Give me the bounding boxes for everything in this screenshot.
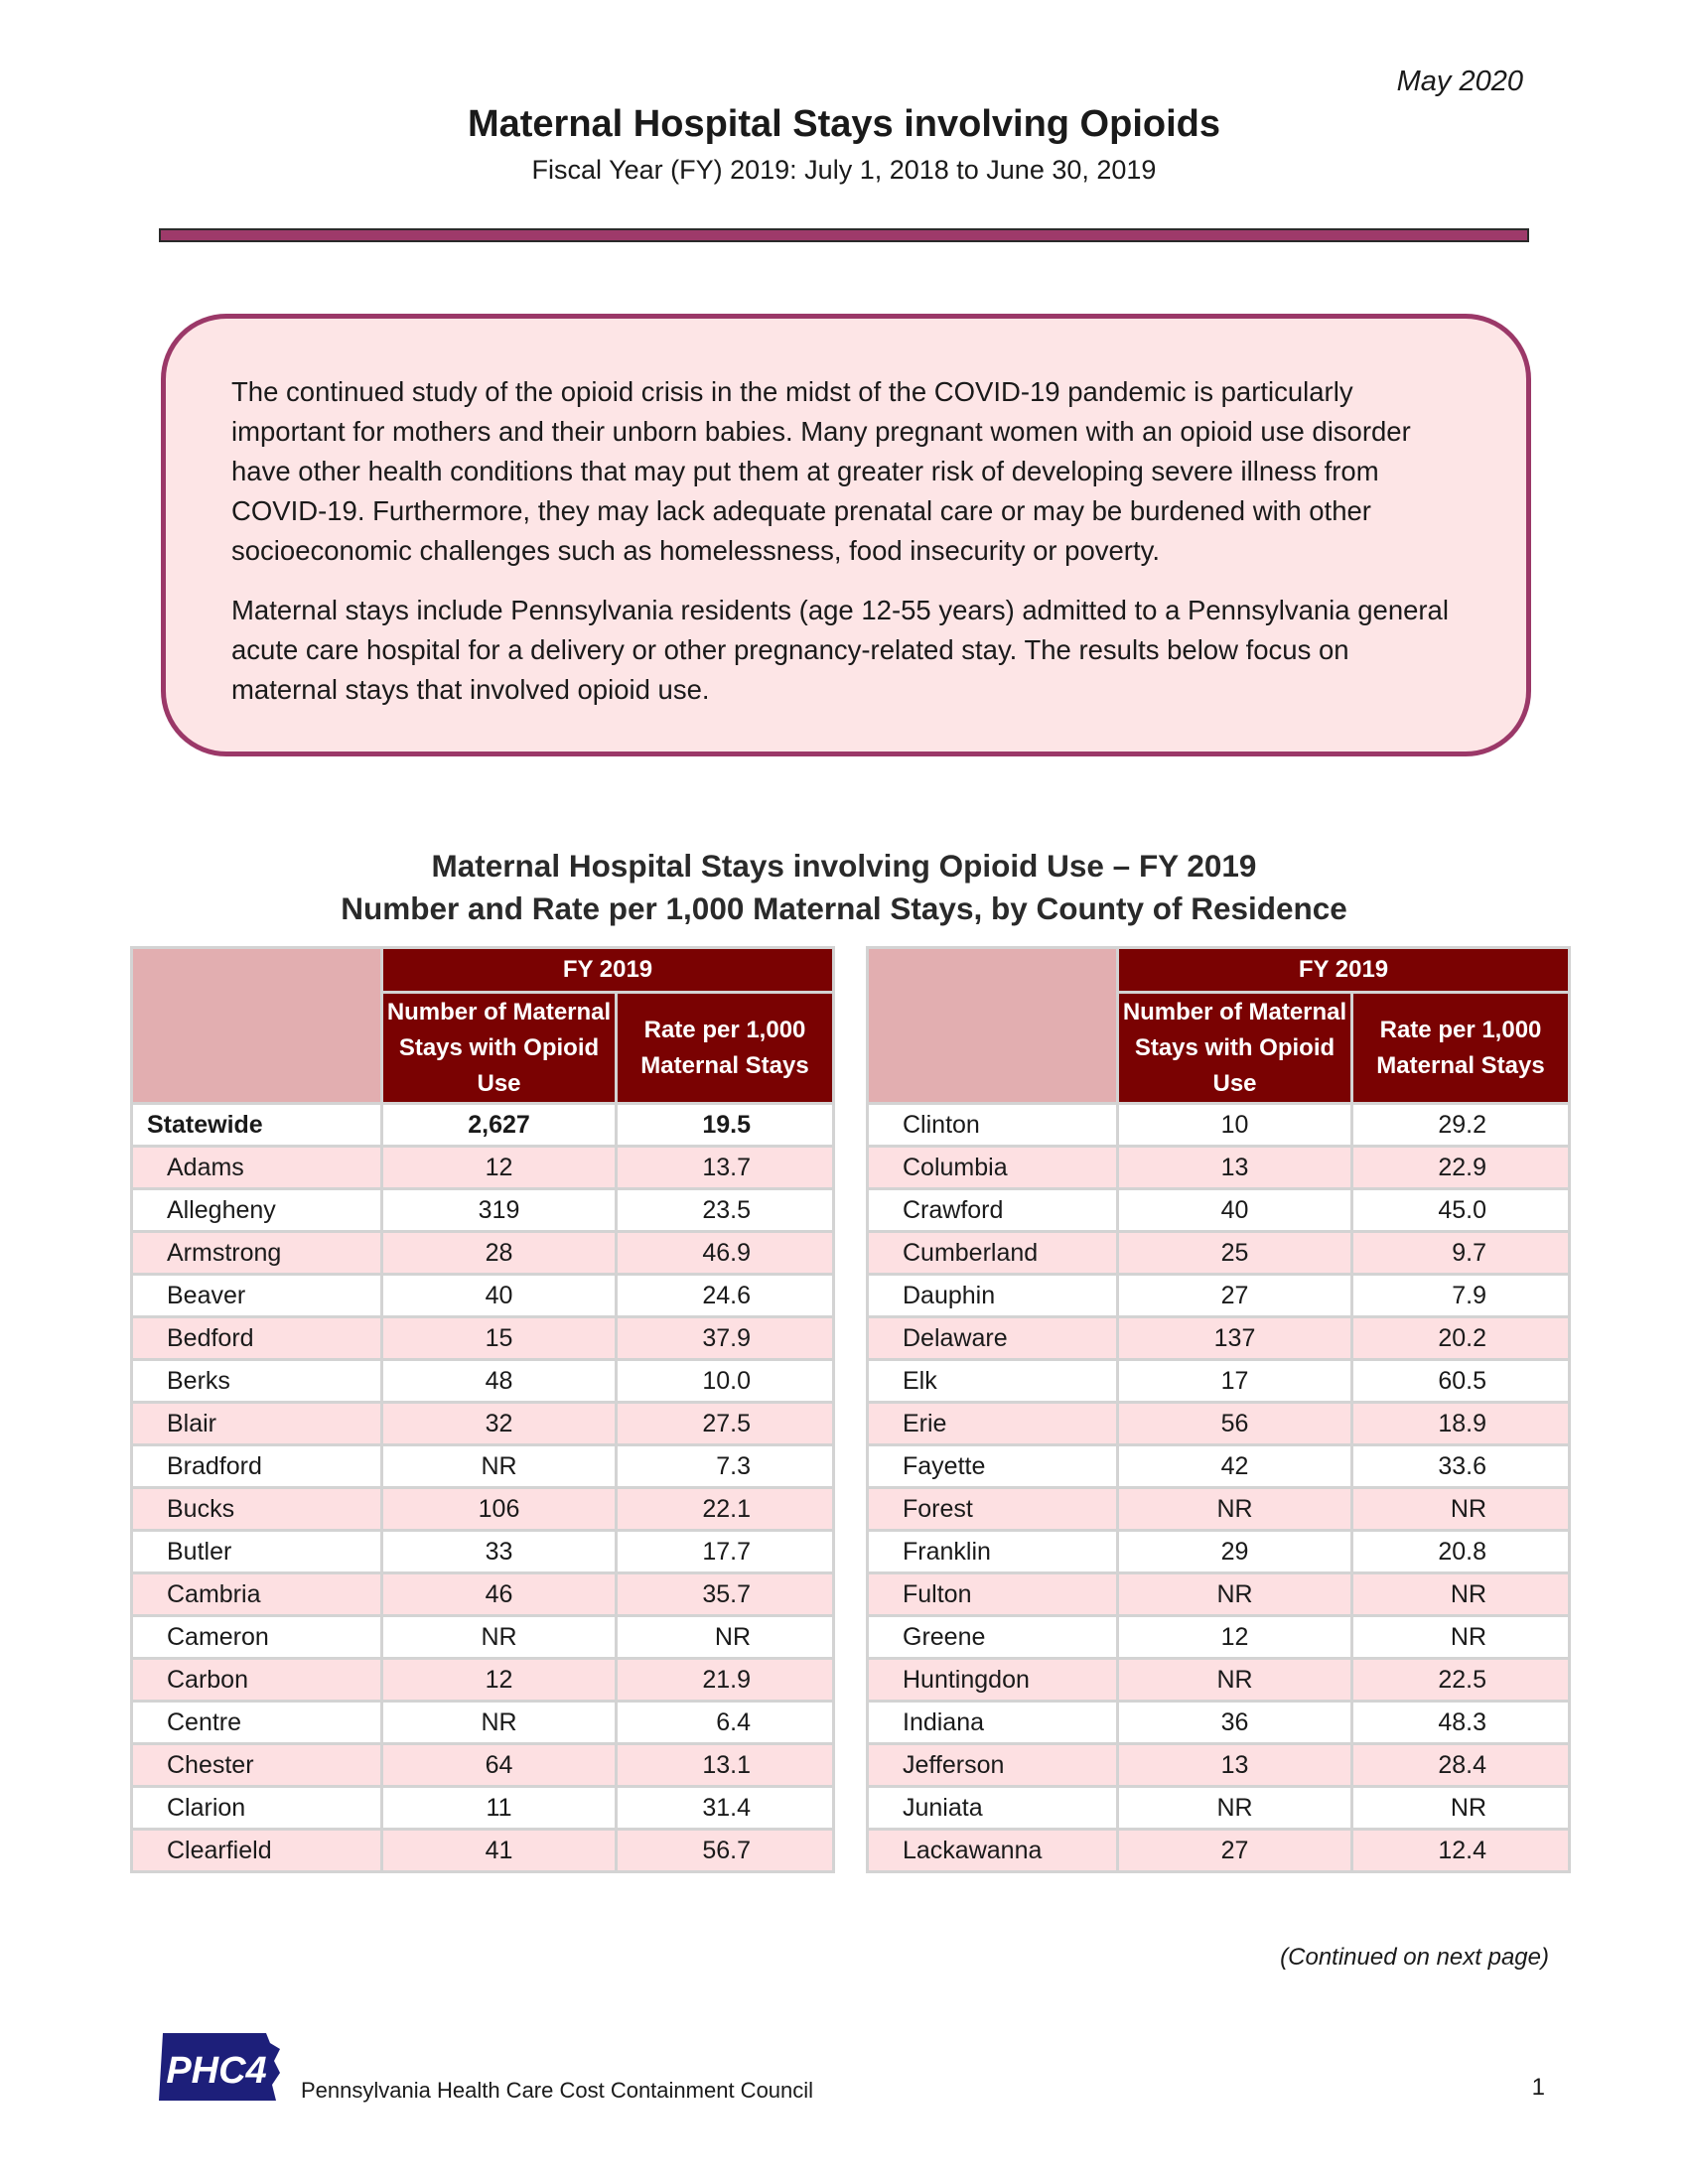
rate-cell: 48.3 (1352, 1702, 1570, 1744)
rate-cell: 60.5 (1352, 1360, 1570, 1403)
rate-cell: 37.9 (617, 1317, 834, 1360)
table-row (868, 1147, 1570, 1189)
county-cell: Adams (132, 1147, 382, 1189)
number-cell: 137 (1118, 1317, 1352, 1360)
table-row (132, 1744, 834, 1787)
number-cell: 319 (382, 1189, 617, 1232)
table-row (132, 1403, 834, 1445)
intro-callout (161, 314, 1531, 756)
intro-paragraph-1: The continued study of the opioid crisis in the midst of the COVID-19 pandemic is particularly important for mothers and their unborn babies. Many pregnant women with an opioid use disorder have other health conditions that may put them at greater risk of developing severe illness from COVID-19. Furthermore, they may lack adequate prenatal care or may be burdened with other socioeconomic challenges such as homelessness, food insecurity or poverty. (231, 376, 1411, 566)
rate-cell: 13.7 (617, 1147, 834, 1189)
table-body (868, 1104, 1570, 1872)
number-cell: 15 (382, 1317, 617, 1360)
fy-header: FY 2019 (382, 948, 834, 993)
county-cell: Erie (868, 1403, 1118, 1445)
table-row (868, 1360, 1570, 1403)
table-row (132, 1488, 834, 1531)
table-row (132, 1189, 834, 1232)
number-cell: NR (1118, 1787, 1352, 1830)
county-cell: Carbon (132, 1659, 382, 1702)
rate-cell: NR (1352, 1573, 1570, 1616)
rate-cell: 33.6 (1352, 1445, 1570, 1488)
table-row (868, 1787, 1570, 1830)
page-number: 1 (1531, 2074, 1545, 2101)
rate-cell: 31.4 (617, 1787, 834, 1830)
county-cell: Jefferson (868, 1744, 1118, 1787)
rate-cell: 46.9 (617, 1232, 834, 1275)
county-cell: Centre (132, 1702, 382, 1744)
number-cell: 11 (382, 1787, 617, 1830)
number-cell: 40 (1118, 1189, 1352, 1232)
number-cell: NR (1118, 1488, 1352, 1531)
report-date: May 2020 (1396, 66, 1523, 97)
county-cell: Beaver (132, 1275, 382, 1317)
rate-cell: 12.4 (1352, 1830, 1570, 1872)
table-row (132, 1275, 834, 1317)
number-cell: 32 (382, 1403, 617, 1445)
number-cell: 12 (382, 1147, 617, 1189)
table-row (868, 1445, 1570, 1488)
number-cell: NR (382, 1445, 617, 1488)
county-cell: Cumberland (868, 1232, 1118, 1275)
rate-cell: 28.4 (1352, 1744, 1570, 1787)
rate-cell: 18.9 (1352, 1403, 1570, 1445)
number-cell: 27 (1118, 1830, 1352, 1872)
county-cell: Cambria (132, 1573, 382, 1616)
table-row (868, 1403, 1570, 1445)
county-cell: Clearfield (132, 1830, 382, 1872)
rate-cell: 22.1 (617, 1488, 834, 1531)
county-cell: Huntingdon (868, 1659, 1118, 1702)
county-cell: Indiana (868, 1702, 1118, 1744)
county-cell: Delaware (868, 1317, 1118, 1360)
table-row (868, 1702, 1570, 1744)
table-row (868, 1659, 1570, 1702)
number-cell: NR (382, 1702, 617, 1744)
county-cell: Forest (868, 1488, 1118, 1531)
table-row (868, 1104, 1570, 1147)
rate-cell: 19.5 (617, 1104, 834, 1147)
rate-cell: 56.7 (617, 1830, 834, 1872)
number-cell: 46 (382, 1573, 617, 1616)
rate-cell: 17.7 (617, 1531, 834, 1573)
number-cell: 28 (382, 1232, 617, 1275)
table-row (132, 1232, 834, 1275)
county-cell: Bradford (132, 1445, 382, 1488)
number-cell: 27 (1118, 1275, 1352, 1317)
number-cell: 2,627 (382, 1104, 617, 1147)
table-row (132, 1531, 834, 1573)
county-cell: Butler (132, 1531, 382, 1573)
county-table-left (130, 946, 835, 1873)
rate-cell: 29.2 (1352, 1104, 1570, 1147)
number-cell: 106 (382, 1488, 617, 1531)
rate-cell: 20.8 (1352, 1531, 1570, 1573)
number-cell: 17 (1118, 1360, 1352, 1403)
number-cell: 10 (1118, 1104, 1352, 1147)
table-row (868, 1275, 1570, 1317)
number-cell: 36 (1118, 1702, 1352, 1744)
number-cell: 13 (1118, 1744, 1352, 1787)
county-cell: Allegheny (132, 1189, 382, 1232)
county-cell: Berks (132, 1360, 382, 1403)
county-cell: Chester (132, 1744, 382, 1787)
rate-cell: 45.0 (1352, 1189, 1570, 1232)
number-cell: 40 (382, 1275, 617, 1317)
table-row (132, 1147, 834, 1189)
number-column-header: Number of Maternal Stays with Opioid Use (382, 993, 617, 1104)
table-title: Maternal Hospital Stays involving Opioid Use – FY 2019 (431, 848, 1257, 884)
county-cell: Franklin (868, 1531, 1118, 1573)
page-title: Maternal Hospital Stays involving Opioids (467, 103, 1221, 145)
number-cell: 48 (382, 1360, 617, 1403)
table-subtitle: Number and Rate per 1,000 Maternal Stays, by County of Residence (341, 890, 1347, 926)
rate-cell: 23.5 (617, 1189, 834, 1232)
blank-header-cell (132, 948, 382, 1104)
rate-cell: 21.9 (617, 1659, 834, 1702)
rate-cell: 10.0 (617, 1360, 834, 1403)
county-cell: Armstrong (132, 1232, 382, 1275)
county-cell: Fayette (868, 1445, 1118, 1488)
county-cell: Bucks (132, 1488, 382, 1531)
county-cell: Columbia (868, 1147, 1118, 1189)
county-cell: Fulton (868, 1573, 1118, 1616)
page-subtitle: Fiscal Year (FY) 2019: July 1, 2018 to June 30, 2019 (531, 155, 1157, 185)
number-cell: NR (382, 1616, 617, 1659)
number-cell: 41 (382, 1830, 617, 1872)
county-cell: Bedford (132, 1317, 382, 1360)
blank-header-cell (868, 948, 1118, 1104)
table-row (132, 1787, 834, 1830)
table-row (868, 1744, 1570, 1787)
rate-cell: 27.5 (617, 1403, 834, 1445)
number-cell: 13 (1118, 1147, 1352, 1189)
continued-note: (Continued on next page) (1280, 1944, 1549, 1971)
county-cell: Clarion (132, 1787, 382, 1830)
rate-cell: 9.7 (1352, 1232, 1570, 1275)
county-cell: Blair (132, 1403, 382, 1445)
number-cell: 12 (1118, 1616, 1352, 1659)
number-cell: NR (1118, 1573, 1352, 1616)
table-row (868, 1531, 1570, 1573)
county-cell: Clinton (868, 1104, 1118, 1147)
number-cell: 29 (1118, 1531, 1352, 1573)
table-row (132, 1360, 834, 1403)
table-row (132, 1573, 834, 1616)
table-row (132, 1445, 834, 1488)
table-row (868, 1488, 1570, 1531)
table-row (868, 1317, 1570, 1360)
county-cell: Lackawanna (868, 1830, 1118, 1872)
rate-cell: 13.1 (617, 1744, 834, 1787)
table-row (132, 1104, 834, 1147)
rate-cell: 20.2 (1352, 1317, 1570, 1360)
county-cell: Greene (868, 1616, 1118, 1659)
county-cell: Elk (868, 1360, 1118, 1403)
table-row (132, 1616, 834, 1659)
intro-paragraph-2: Maternal stays include Pennsylvania residents (age 12-55 years) admitted to a Pennsylvania general acute care hospital for a delivery or other pregnancy-related stay. The results below focus on maternal stays that involved opioid use. (231, 595, 1449, 705)
number-cell: 56 (1118, 1403, 1352, 1445)
county-cell: Statewide (132, 1104, 382, 1147)
rate-cell: 24.6 (617, 1275, 834, 1317)
rate-cell: 7.9 (1352, 1275, 1570, 1317)
county-cell: Juniata (868, 1787, 1118, 1830)
number-cell: 12 (382, 1659, 617, 1702)
svg-text:PHC4: PHC4 (166, 2050, 267, 2092)
fy-header: FY 2019 (1118, 948, 1570, 993)
rate-cell: 22.5 (1352, 1659, 1570, 1702)
rate-cell: NR (1352, 1787, 1570, 1830)
table-row (132, 1702, 834, 1744)
rate-cell: 7.3 (617, 1445, 834, 1488)
table-row (132, 1317, 834, 1360)
phc4-logo (155, 2025, 284, 2113)
table-row (132, 1659, 834, 1702)
rate-column-header: Rate per 1,000 Maternal Stays (1352, 993, 1570, 1104)
number-cell: 64 (382, 1744, 617, 1787)
organization-name: Pennsylvania Health Care Cost Containment Council (301, 2078, 814, 2103)
rate-cell: 6.4 (617, 1702, 834, 1744)
county-cell: Cameron (132, 1616, 382, 1659)
table-row (868, 1232, 1570, 1275)
table-row (868, 1616, 1570, 1659)
rate-column-header: Rate per 1,000 Maternal Stays (617, 993, 834, 1104)
rate-cell: 35.7 (617, 1573, 834, 1616)
county-cell: Dauphin (868, 1275, 1118, 1317)
table-body (132, 1104, 834, 1872)
table-row (868, 1573, 1570, 1616)
number-cell: 42 (1118, 1445, 1352, 1488)
number-cell: 33 (382, 1531, 617, 1573)
number-column-header: Number of Maternal Stays with Opioid Use (1118, 993, 1352, 1104)
county-cell: Crawford (868, 1189, 1118, 1232)
rate-cell: 22.9 (1352, 1147, 1570, 1189)
table-row (868, 1189, 1570, 1232)
county-table-right (866, 946, 1571, 1873)
title-divider (159, 228, 1529, 242)
table-row (132, 1830, 834, 1872)
number-cell: NR (1118, 1659, 1352, 1702)
rate-cell: NR (1352, 1616, 1570, 1659)
table-row (868, 1830, 1570, 1872)
rate-cell: NR (1352, 1488, 1570, 1531)
rate-cell: NR (617, 1616, 834, 1659)
number-cell: 25 (1118, 1232, 1352, 1275)
